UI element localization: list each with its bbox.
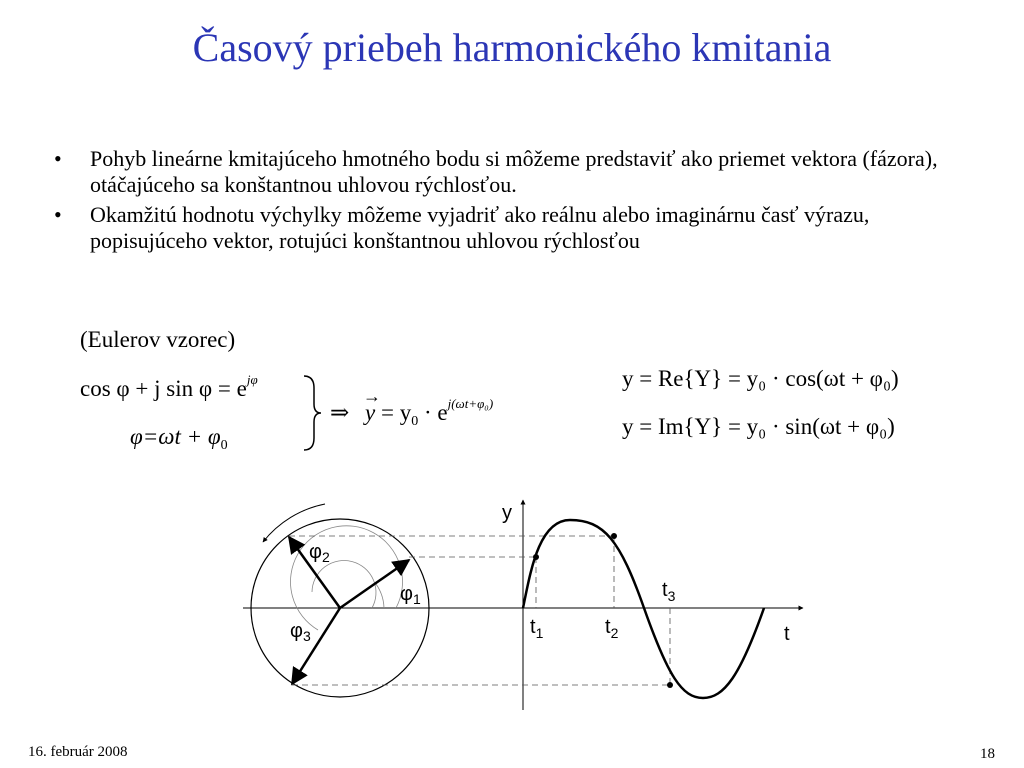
vector-exponent: j(ωt+φ₀) xyxy=(447,396,494,411)
phi3-arc xyxy=(291,526,403,630)
phi3-label: $\varphi_3$ xyxy=(290,620,311,644)
slide-title: Časový priebeh harmonického kmitania xyxy=(192,25,832,70)
phase-text: φ=ωt + φ xyxy=(130,424,221,449)
t3-label: $t_3$ xyxy=(662,579,676,604)
y-axis-label: y xyxy=(502,502,512,524)
t-axis-label: t xyxy=(784,623,790,645)
bullet-text: Okamžitú hodnotu výchylky môžeme vyjadriť ako reálnu alebo imaginárnu časť výrazu, popisujúceho vektor, rotujúci konštantnou uhlovou rýchlosťou xyxy=(90,202,870,253)
page-number: 18 xyxy=(980,746,995,762)
point-t2 xyxy=(611,533,617,539)
vector-exp-base: · e xyxy=(423,400,448,425)
point-t1 xyxy=(533,554,539,560)
vector-y: → y xyxy=(363,386,382,425)
implies-symbol: ⇒ xyxy=(330,400,350,425)
point-t3 xyxy=(667,682,673,688)
euler-exponent: jφ xyxy=(246,372,258,387)
vector-rhs: = y xyxy=(381,400,412,425)
euler-label: (Eulerov vzorec) xyxy=(80,327,236,352)
phase-subscript: 0 xyxy=(220,438,228,453)
real-part-formula: y = Re{Y} = y₀ · cos(ωt + φ₀) xyxy=(622,366,899,391)
t1-label: $t_1$ xyxy=(530,616,544,641)
phasor-vector-1 xyxy=(340,560,409,608)
phi2-label: $\varphi_2$ xyxy=(309,541,330,565)
bullet-symbol: • xyxy=(54,146,62,171)
phi1-label: $\varphi_1$ xyxy=(400,583,421,607)
euler-lhs: cos φ + j sin φ = e xyxy=(80,376,247,401)
bullet-text: Pohyb lineárne kmitajúceho hmotného bodu si môžeme predstaviť ako priemet vektora (fázora), otáčajúceho sa konštantnou uhlovou rýchlosťou. xyxy=(90,146,938,197)
vector-rhs-subscript: 0 xyxy=(411,414,419,429)
t2-label: $t_2$ xyxy=(605,616,619,641)
phi1-arc xyxy=(376,584,384,608)
sine-curve xyxy=(523,520,764,698)
bullet-symbol: • xyxy=(54,202,62,227)
footer-date: 16. február 2008 xyxy=(28,744,128,760)
vector-arrow-icon: → xyxy=(363,386,382,406)
imag-part-formula: y = Im{Y} = y₀ · sin(ωt + φ₀) xyxy=(622,414,895,439)
